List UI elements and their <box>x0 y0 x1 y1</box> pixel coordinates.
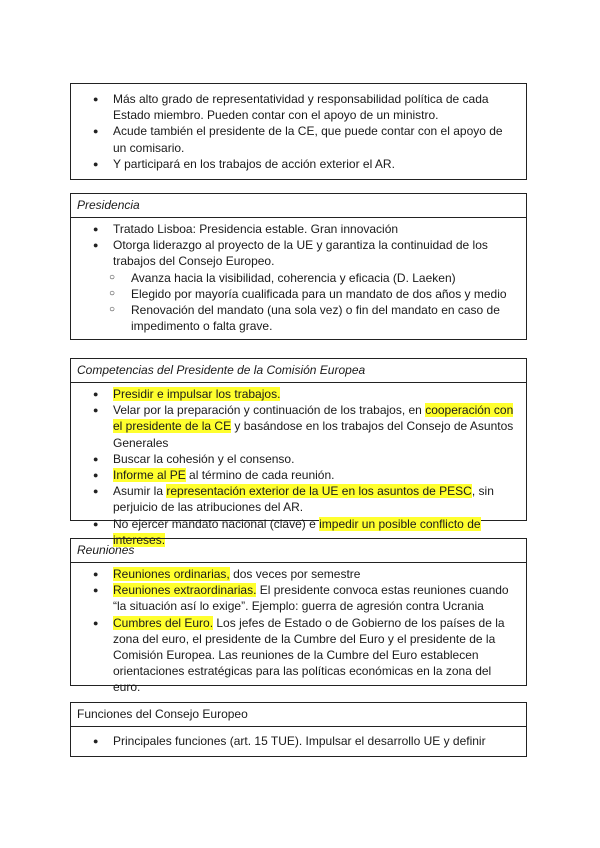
list-item-text: El presidente convoca estas reuniones cuando “la situación así lo exige”. Ejemplo: guerra de agresión contra Ucrania <box>113 583 509 614</box>
list-item-text: Otorga liderazgo al proyecto de la UE y garantiza la continuidad de los trabajos del Consejo Europeo. <box>113 238 488 269</box>
highlighted-text: Reuniones extraordinarias. <box>113 583 257 598</box>
reuniones-box <box>70 538 527 695</box>
highlighted-text: impedir un posible conflicto de intereses. <box>113 516 481 547</box>
funciones-body <box>71 727 526 753</box>
competencias-title: Competencias del Presidente de la Comisión Europea <box>71 359 526 383</box>
presidencia-box <box>70 193 527 340</box>
highlighted-text: representación exterior de la UE en los asuntos de PESC <box>166 484 472 499</box>
presidencia-title: Presidencia <box>71 194 526 218</box>
list-item-text: Velar por la preparación y continuación de los trabajos, en <box>113 403 426 418</box>
highlighted-text: cooperación con el presidente de la CE <box>113 403 514 434</box>
presidencia-list <box>91 221 516 334</box>
list-item-text: y basándose en los trabajos del Consejo de Asuntos Generales <box>113 419 514 450</box>
competencias-list <box>91 386 516 548</box>
list-item: ● Y participará en los trabajos de acción exterior el AR. <box>91 156 516 172</box>
list-item <box>91 483 516 515</box>
list-item <box>91 237 516 334</box>
list-item <box>91 566 516 582</box>
list-item-text: No ejercer mandato nacional (clave) e <box>113 516 320 531</box>
presidencia-body <box>71 218 526 338</box>
list-item <box>91 386 516 402</box>
list-item: ● Buscar la cohesión y el consenso. <box>91 451 516 467</box>
list-item-text: , sin perjuicio de las atribuciones del AR. <box>113 484 494 515</box>
highlighted-text: Presidir e impulsar los trabajos. <box>113 387 281 401</box>
list-item: ● Principales funciones (art. 15 TUE). Impulsar el desarrollo UE y definir <box>91 733 516 749</box>
list-item: ● Acude también el presidente de la CE, que puede contar con el apoyo de un comisario. <box>91 123 516 155</box>
presidencia-sublist <box>91 270 516 335</box>
list-item-text: Asumir la <box>113 484 167 499</box>
list-item-text: al término de cada reunión. <box>185 468 335 483</box>
list-item: ● Tratado Lisboa: Presidencia estable. Gran innovación <box>91 221 516 237</box>
funciones-title: Funciones del Consejo Europeo <box>71 703 526 727</box>
highlighted-text: Cumbres del Euro. <box>113 615 214 630</box>
sublist-item: ○ Renovación del mandato (una sola vez) o fin del mandato en caso de impedimento o falta grave. <box>91 302 516 334</box>
reuniones-list <box>91 566 516 696</box>
intro-box <box>70 83 527 180</box>
list-item <box>91 582 516 614</box>
list-item <box>91 402 516 451</box>
highlighted-text: Informe al PE <box>113 468 186 483</box>
sublist-item: ○ Avanza hacia la visibilidad, coherencia y eficacia (D. Laeken) <box>91 270 516 286</box>
highlighted-text: Reuniones ordinarias, <box>113 567 230 581</box>
reuniones-title: Reuniones <box>71 539 526 563</box>
funciones-box <box>70 702 527 757</box>
competencias-box <box>70 358 527 547</box>
competencias-body <box>71 383 526 552</box>
sublist-item: ○ Elegido por mayoría cualificada para un mandato de dos años y medio <box>91 286 516 302</box>
list-item <box>91 615 516 696</box>
funciones-list <box>91 733 516 749</box>
intro-box-body <box>71 84 526 176</box>
intro-list <box>91 91 516 172</box>
list-item: ● Más alto grado de representatividad y responsabilidad política de cada Estado miembro. Pueden contar con el apoyo de un ministro. <box>91 91 516 123</box>
reuniones-body <box>71 563 526 700</box>
list-item <box>91 467 516 483</box>
list-item-text: dos veces por semestre <box>229 567 361 581</box>
list-item-text: Los jefes de Estado o de Gobierno de los países de la zona del euro, el presidente de la Cumbre del Euro y el presidente de la Comisión Europea. Las reuniones de la Cumbre del Euro establecen orientaciones estratégicas para las políticas económicas en la zona del euro. <box>113 615 505 695</box>
